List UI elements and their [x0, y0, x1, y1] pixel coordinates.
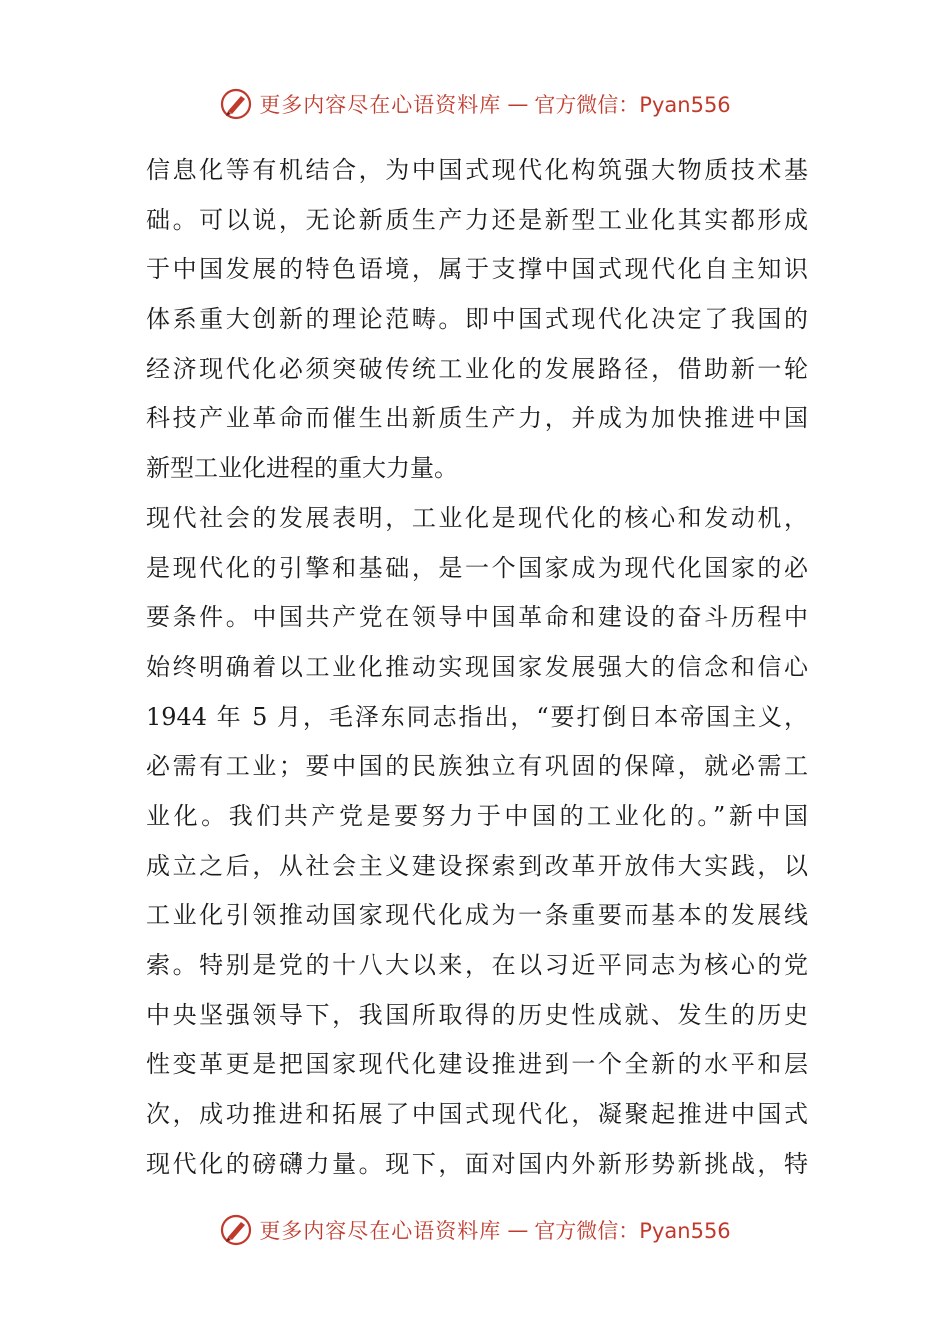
text-line: 础。可以说，无论新质生产力还是新型工业化其实都形成	[146, 205, 808, 234]
text-line: 必需有工业；要中国的民族独立有巩固的保障，就必需工	[146, 752, 808, 781]
text-line: 现代化的磅礴力量。现下，面对国内外新形势新挑战，特	[146, 1149, 808, 1178]
text-line: 成立之后，从社会主义建设探索到改革开放伟大实践，以	[146, 851, 808, 880]
text-line: 现代社会的发展表明，工业化是现代化的核心和发动机，	[146, 503, 808, 532]
body-text	[146, 146, 808, 1189]
banner-main-text: 更多内容尽在心语资料库	[259, 1219, 502, 1243]
text-line: 要条件。中国共产党在领导中国革命和建设的奋斗历程中	[146, 603, 808, 632]
header-banner	[0, 84, 950, 124]
banner-main-text: 更多内容尽在心语资料库	[259, 93, 502, 117]
banner-dash: —	[507, 92, 529, 116]
pen-logo-icon	[219, 1213, 253, 1247]
text-line: 始终明确着以工业化推动实现国家发展强大的信念和信心	[146, 652, 808, 681]
banner-sub-text: 官方微信：Pyan556	[534, 93, 731, 117]
text-line: 经济现代化必须突破传统工业化的发展路径，借助新一轮	[146, 354, 808, 383]
text-line: 索。特别是党的十八大以来，在以习近平同志为核心的党	[146, 951, 808, 979]
text-line: 工业化引领推动国家现代化成为一条重要而基本的发展线	[146, 901, 808, 930]
banner-dash: —	[507, 1218, 529, 1242]
text-line: 是现代化的引擎和基础，是一个国家成为现代化国家的必	[146, 553, 808, 582]
text-line: 科技产业革命而催生出新质生产力，并成为加快推进中国	[146, 404, 808, 433]
text-line: 新型工业化进程的重大力量。	[146, 454, 458, 483]
text-line: 1944 年 5 月，毛泽东同志指出，“要打倒日本帝国主义，	[146, 702, 808, 731]
text-line: 信息化等有机结合，为中国式现代化构筑强大物质技术基	[146, 156, 808, 184]
pen-logo-icon	[219, 87, 253, 121]
footer-banner	[0, 1210, 950, 1250]
text-line: 性变革更是把国家现代化建设推进到一个全新的水平和层	[146, 1050, 808, 1079]
text-line: 体系重大创新的理论范畴。即中国式现代化决定了我国的	[146, 305, 808, 334]
text-line: 业化。我们共产党是要努力于中国的工业化的。”新中国	[146, 801, 808, 830]
banner-sub-text: 官方微信：Pyan556	[534, 1219, 731, 1243]
text-line: 于中国发展的特色语境，属于支撑中国式现代化自主知识	[146, 255, 808, 284]
text-line: 次，成功推进和拓展了中国式现代化，凝聚起推进中国式	[146, 1100, 808, 1129]
text-line: 中央坚强领导下，我国所取得的历史性成就、发生的历史	[146, 1000, 808, 1029]
